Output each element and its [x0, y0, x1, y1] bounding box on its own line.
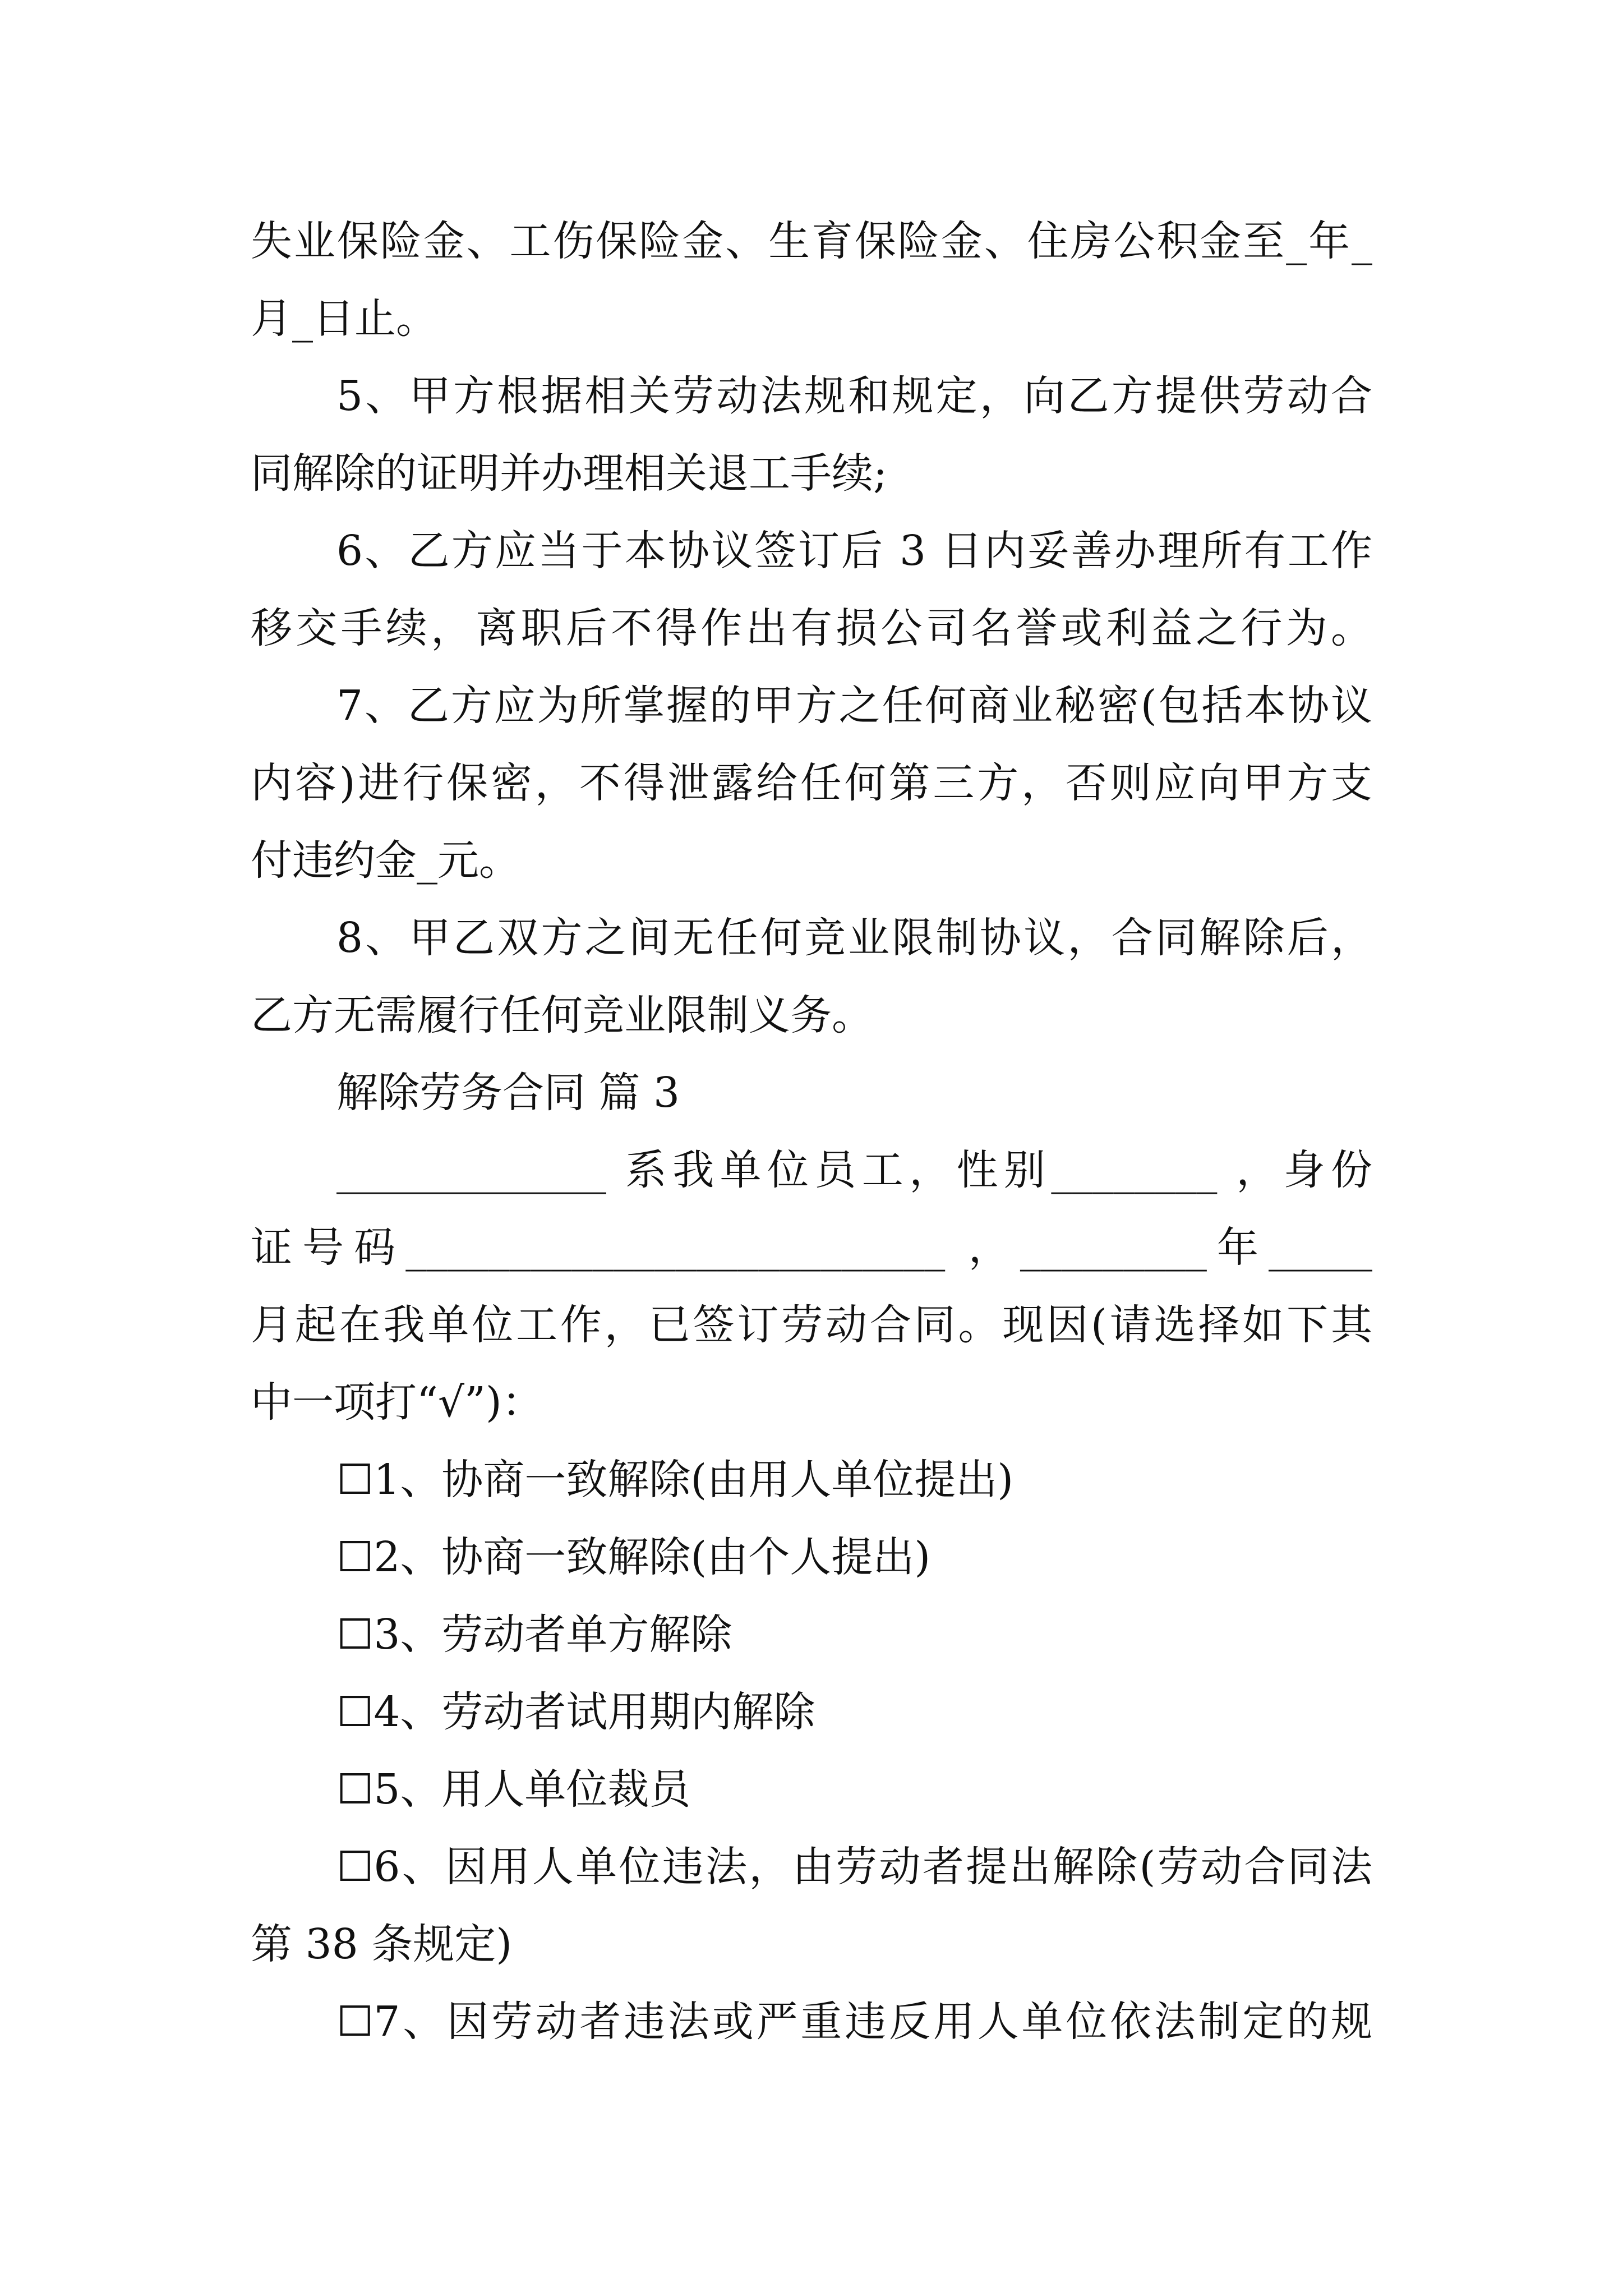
option-2: ☐2、协商一致解除(由个人提出) [336, 1533, 931, 1581]
option-3: ☐3、劳动者单方解除 [336, 1611, 732, 1659]
text-line-insurance: 失业保险金、工伤保险金、生育保险金、住房公积金至_年_ [251, 217, 1372, 265]
employee-info-line-4: 中一项打“√”)： [251, 1378, 543, 1427]
clause-6-line-2: 移交手续，离职后不得作出有损公司名誉或利益之行为。 [251, 604, 1372, 652]
clause-5-line-1: 5、甲方根据相关劳动法规和规定，向乙方提供劳动合 [336, 372, 1372, 420]
clause-5-line-2: 同解除的证明并办理相关退工手续; [251, 449, 887, 498]
clause-8-line-2: 乙方无需履行任何竞业限制义务。 [251, 991, 873, 1039]
clause-7-line-2: 内容)进行保密，不得泄露给任何第三方，否则应向甲方支 [251, 759, 1372, 807]
employee-info-line-3: 月起在我单位工作，已签订劳动合同。现因(请选择如下其 [251, 1301, 1372, 1349]
clause-6-line-1: 6、乙方应当于本协议签订后 3 日内妥善办理所有工作 [336, 527, 1372, 575]
option-6-line-2: 第 38 条规定) [251, 1920, 513, 1968]
option-4: ☐4、劳动者试用期内解除 [336, 1688, 815, 1736]
option-6-line-1: ☐6、因用人单位违法，由劳动者提出解除(劳动合同法 [336, 1843, 1372, 1891]
section-heading: 解除劳务合同 篇 3 [336, 1069, 680, 1117]
clause-7-line-1: 7、乙方应为所掌握的甲方之任何商业秘密(包括本协议 [336, 682, 1372, 730]
option-1: ☐1、协商一致解除(由用人单位提出) [336, 1456, 1014, 1504]
clause-7-line-3: 付违约金_元。 [251, 836, 520, 885]
text-line-date: 月_日止。 [251, 295, 437, 343]
option-7-line-1: ☐7、因劳动者违法或严重违反用人单位依法制定的规 [336, 1998, 1372, 2046]
option-5: ☐5、用人单位裁员 [336, 1765, 691, 1814]
clause-8-line-1: 8、甲乙双方之间无任何竞业限制协议，合同解除后， [336, 914, 1372, 962]
employee-info-line-1: _____________ 系我单位员工，性别________ ，身份 [336, 1146, 1372, 1194]
employee-info-line-2: 证号码__________________________ ，_________年_____ [251, 1223, 1372, 1272]
